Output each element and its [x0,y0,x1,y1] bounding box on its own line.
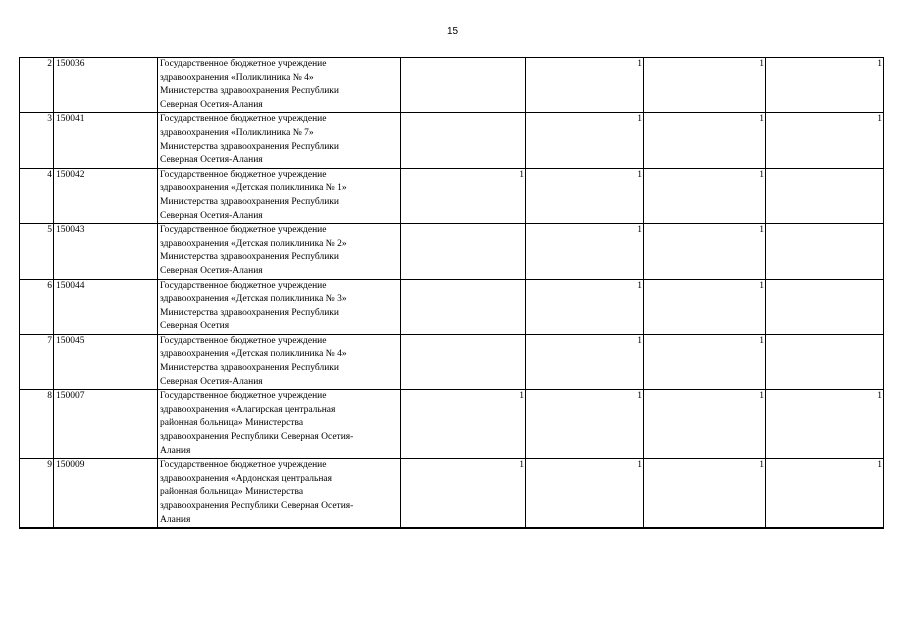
mark-col-1-cell: 1 [401,390,526,459]
mark-col-4-cell: 1 [766,459,884,528]
org-name-line: районная больница» Министерства [160,487,304,498]
row-number-cell: 5 [20,224,54,279]
org-name-line: Государственное бюджетное учреждение [160,460,327,471]
mark-col-4-cell [766,334,884,389]
mark-col-2-cell: 1 [526,113,644,168]
table-body [20,58,884,529]
org-name-line: здравоохранения «Поликлиника № 4» [160,72,314,83]
mark-col-4-cell [766,279,884,334]
org-name-cell [158,113,401,168]
org-name-cell [158,390,401,459]
mark-col-2-cell: 1 [526,168,644,223]
org-name-line: Государственное бюджетное учреждение [160,114,327,125]
org-name-cell [158,224,401,279]
org-name-cell [158,334,401,389]
mark-col-3-cell: 1 [644,58,766,113]
row-number-cell: 2 [20,58,54,113]
row-number-cell: 4 [20,168,54,223]
org-name-line: Государственное бюджетное учреждение [160,280,327,291]
org-name-line: Северная Осетия-Алания [160,376,263,387]
mark-col-2-cell: 1 [526,279,644,334]
mark-col-2-cell: 1 [526,58,644,113]
org-name-line: здравоохранения Республики Северная Осетия- [160,501,354,511]
org-name-line: Министерства здравоохранения Республики [160,86,340,97]
org-name-cell [158,279,401,334]
mark-col-2-cell: 1 [526,224,644,279]
mark-col-3-cell: 1 [644,224,766,279]
org-name-line: Алания [160,445,191,456]
mark-col-4-cell [766,168,884,223]
org-name-line: Алания [160,514,191,525]
org-name-line: Северная Осетия-Алания [160,99,263,110]
mark-col-3-cell: 1 [644,334,766,389]
org-name-line: здравоохранения Республики Северная Осетия- [160,432,354,443]
org-name-line: Государственное бюджетное учреждение [160,335,327,346]
mark-col-1-cell [401,113,526,168]
org-code-cell: 150041 [54,113,158,168]
org-name-line: Государственное бюджетное учреждение [160,59,327,69]
row-number-cell: 3 [20,113,54,168]
mark-col-4-cell: 1 [766,113,884,168]
mark-col-2-cell: 1 [526,390,644,459]
org-name-line: Северная Осетия-Алания [160,210,263,221]
org-name-cell [158,58,401,113]
org-name-line: Министерства здравоохранения Республики [160,363,340,374]
organizations-table [19,57,884,529]
org-name-line: Министерства здравоохранения Республики [160,307,340,318]
mark-col-4-cell [766,224,884,279]
row-number-cell: 7 [20,334,54,389]
table-row [20,279,884,334]
org-code-cell: 150042 [54,168,158,223]
row-number-cell: 9 [20,459,54,528]
mark-col-3-cell: 1 [644,168,766,223]
org-name-line: Министерства здравоохранения Республики [160,252,340,263]
org-name-line: здравоохранения «Поликлиника № 7» [160,127,314,138]
org-name-cell [158,459,401,528]
org-code-cell: 150009 [54,459,158,528]
table-row [20,113,884,168]
org-name-line: Северная Осетия-Алания [160,265,263,276]
row-number-cell: 8 [20,390,54,459]
mark-col-1-cell [401,279,526,334]
org-name-line: здравоохранения «Ардонская центральная [160,473,332,484]
mark-col-2-cell: 1 [526,334,644,389]
row-number-cell: 6 [20,279,54,334]
mark-col-3-cell: 1 [644,113,766,168]
mark-col-1-cell: 1 [401,168,526,223]
org-name-line: Государственное бюджетное учреждение [160,391,327,402]
mark-col-1-cell [401,58,526,113]
org-name-line: здравоохранения «Детская поликлиника № 4» [160,349,347,360]
org-name-line: здравоохранения «Детская поликлиника № 3» [160,294,347,305]
mark-col-1-cell: 1 [401,459,526,528]
org-name-line: Северная Осетия [160,321,230,332]
table-row [20,168,884,223]
mark-col-4-cell: 1 [766,58,884,113]
org-code-cell: 150007 [54,390,158,459]
page-number: 15 [446,26,459,37]
org-name-line: Государственное бюджетное учреждение [160,169,327,180]
org-name-line: здравоохранения «Детская поликлиника № 2» [160,238,347,249]
org-name-line: Министерства здравоохранения Республики [160,141,340,152]
table-row [20,58,884,113]
org-name-line: Северная Осетия-Алания [160,155,263,166]
org-name-line: здравоохранения «Алагирская центральная [160,404,336,415]
mark-col-3-cell: 1 [644,279,766,334]
org-code-cell: 150043 [54,224,158,279]
org-name-line: районная больница» Министерства [160,418,304,429]
mark-col-3-cell: 1 [644,390,766,459]
mark-col-1-cell [401,224,526,279]
org-name-line: здравоохранения «Детская поликлиника № 1» [160,183,347,194]
mark-col-1-cell [401,334,526,389]
org-code-cell: 150044 [54,279,158,334]
org-code-cell: 150036 [54,58,158,113]
org-name-line: Государственное бюджетное учреждение [160,225,327,236]
mark-col-3-cell: 1 [644,459,766,528]
org-code-cell: 150045 [54,334,158,389]
table-row [20,390,884,459]
mark-col-4-cell: 1 [766,390,884,459]
org-name-cell [158,168,401,223]
table-row [20,334,884,389]
table-row [20,459,884,528]
table-row [20,224,884,279]
mark-col-2-cell: 1 [526,459,644,528]
org-name-line: Министерства здравоохранения Республики [160,196,340,207]
